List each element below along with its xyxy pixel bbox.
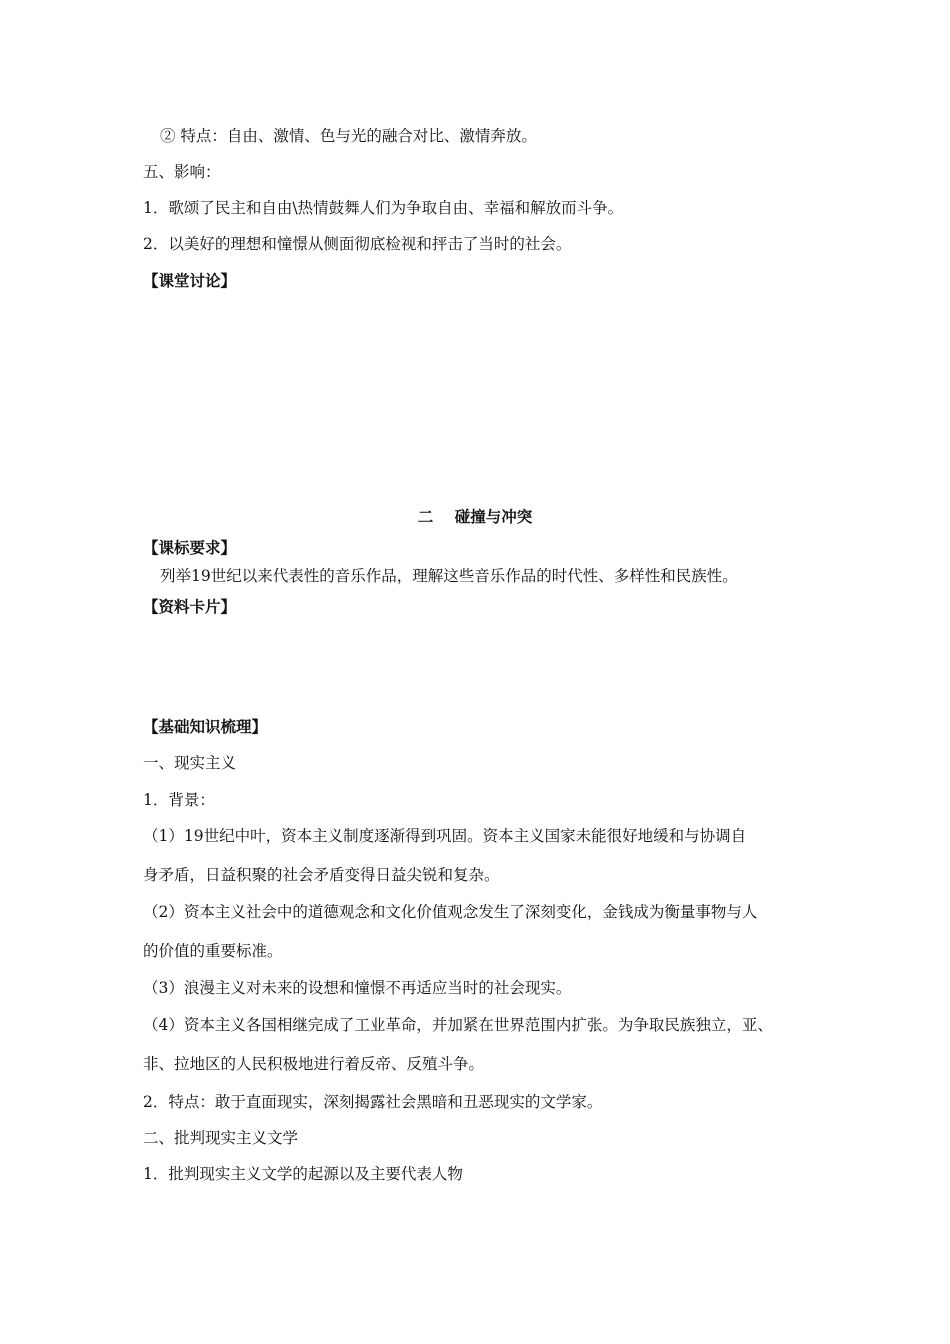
background-item-3: （3）浪漫主义对未来的设想和憧憬不再适应当时的社会现实。 [143,979,572,997]
background-item-4-line-1: （4）资本主义各国相继完成了工业革命，并加紧在世界范围内扩张。为争取民族独立，亚、 [143,1016,773,1034]
curriculum-text: 列举19世纪以来代表性的音乐作品，理解这些音乐作品的时代性、多样性和民族性。 [160,567,738,585]
background-item-2-line-2: 的价值的重要标准。 [143,942,283,960]
background-item-1-line-1: （1）19世纪中叶，资本主义制度逐渐得到巩固。资本主义国家未能很好地缓和与协调自 [143,827,747,845]
discussion-heading: 【课堂讨论】 [143,271,237,290]
materials-heading: 【资料卡片】 [143,597,237,616]
background-heading: 1．背景： [143,791,215,809]
background-item-4-line-2: 非、拉地区的人民积极地进行着反帝、反殖斗争。 [143,1055,485,1073]
feature-item: ② 特点：自由、激情、色与光的融合对比、激情奔放。 [160,127,537,145]
background-item-2-line-1: （2）资本主义社会中的道德观念和文化价值观念发生了深刻变化，金钱成为衡量事物与人 [143,903,758,921]
critical-realism-heading: 二、批判现实主义文学 [143,1129,299,1147]
influence-item-2: 2．以美好的理想和憧憬从侧面彻底检视和抨击了当时的社会。 [143,235,572,253]
curriculum-heading: 【课标要求】 [143,538,237,557]
background-item-1-line-2: 身矛盾，日益积聚的社会矛盾变得日益尖锐和复杂。 [143,866,500,884]
realism-heading: 一、现实主义 [143,754,237,772]
features-item: 2．特点：敢于直面现实，深刻揭露社会黑暗和丑恶现实的文学家。 [143,1093,603,1111]
basics-heading: 【基础知识梳理】 [143,717,268,736]
section-title: 二 碰撞与冲突 [417,507,533,526]
critical-realism-item-1: 1．批判现实主义文学的起源以及主要代表人物 [143,1165,463,1183]
influence-item-1: 1．歌颂了民主和自由\热情鼓舞人们为争取自由、幸福和解放而斗争。 [143,199,624,217]
influence-heading: 五、影响： [143,163,221,181]
